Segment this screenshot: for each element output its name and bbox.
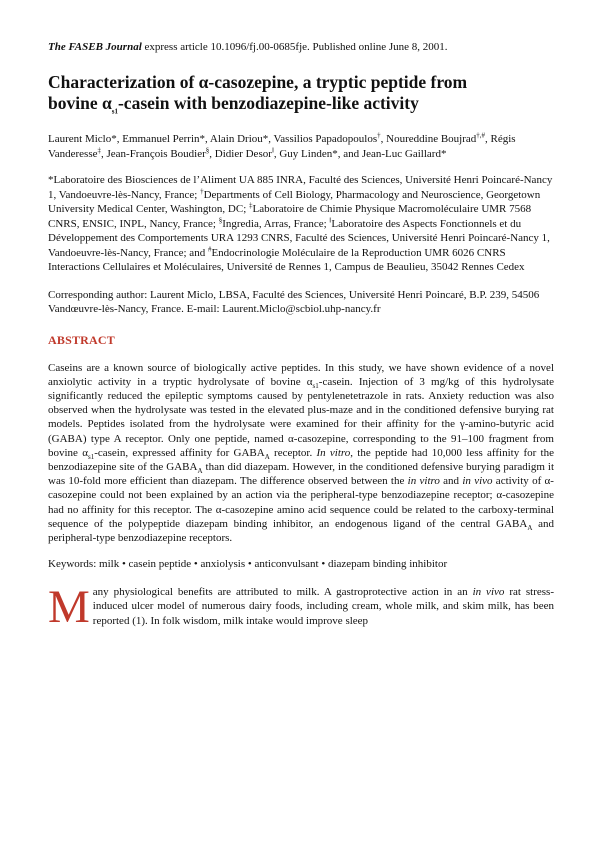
abstract-heading: ABSTRACT [48,332,115,347]
intro-text: any physiological benefits are attributed to milk. A gastroprotective action in an [92,586,473,599]
abstract-italic: in vivo [462,475,493,488]
journal-citation-line [48,40,554,54]
author-segment: , Jean-François Boudier [100,147,206,160]
abstract-text: and [439,475,463,488]
affiliation-text: Ingredia, Arras, France; [222,217,330,230]
introduction-paragraph [48,581,554,634]
paper-page [48,40,555,634]
abstract-text: receptor. [269,446,317,459]
abstract-text: -casein, expressed affinity for GABA [94,446,265,459]
abstract-text: Caseins are a known source of biologically active peptides. In this study, we have shown evidence of a novel anxiolytic activity in a tryptic hydrolysate of bovine α [48,361,554,388]
affiliation-mark: ‡ [97,145,101,154]
keywords-line: Keywords: milk • casein peptide • anxiolysis • anticonvulsant • diazepam binding inhibitor [48,558,448,571]
affiliation-mark: † [200,186,204,195]
abstract-text: activity of α-casozepine could not been explained by an action via the peripheral-type benzodiazepine receptor; α-casozepine had no affinity for this receptor. The α-casozepine amino acid sequence could be related to the carboxy-terminal sequence of the polypeptide diazepam binding inhibitor, an endogenous ligand of the central GABA [48,475,554,530]
affiliation-mark: ‡ [249,201,253,210]
paper-title [48,72,554,114]
intro-italic: in vivo [472,586,505,599]
affiliation-mark: § [218,215,223,224]
journal-name: The FASEB Journal [48,41,142,53]
affiliation-text: Departments of Cell Biology, Pharmacology and Neuroscience, Georgetown University Medical Center, Washington, DC; [48,188,541,215]
journal-article-info: express article 10.1096/fj.00-0685fje. Published online June 8, 2001. [141,41,448,53]
abstract-text: , the peptide had 10,000 less affinity for the benzodiazepine site of the GABA [48,446,554,473]
author-segment: , Didier Desor [209,147,272,160]
abstract-body [48,361,554,546]
affiliation-mark: †,# [476,131,486,140]
author-segment: , Noureddine Boujrad [380,133,477,145]
abstract-italic: in vitro [407,475,440,488]
title-line-2a: bovine α [48,93,112,113]
author-segment: , Régis Vanderesse [48,133,516,160]
abstract-text: -casein. Injection of 3 mg/kg of this hydrolysate significantly reduced the epileptic symptoms caused by pentylenetetrazole in rats. Anxiety reduction was also observed when the hydrolysate was tested in the elevated plus-maze and in the conditioned defensive burying rat models. Peptides isolated from the hydrolysate were examined for their affinity for the γ-amino-butyric acid (GABA) type A receptor. Only one peptide, named α-casozepine, corresponding to the 91–100 fragment from bovine α [48,375,554,459]
abstract-subscript: A [527,523,533,532]
affiliation-text: Laboratoire des Aspects Fonctionnels et du Développement des Comportements URA 1293 CNRS, Faculté des Sciences, Université Henri Poincaré-Nancy 1, Vandoeuvre-lès-Nancy, France; and [48,217,550,259]
abstract-subscript: A [264,452,270,461]
affiliation-mark: # [207,244,212,253]
author-segment: , Guy Linden*, and Jean-Luc Gaillard* [273,147,447,160]
affiliations [48,173,554,275]
affiliation-mark: † [377,131,381,140]
abstract-text: and peripheral-type benzodiazepine receptors. [48,517,554,544]
abstract-italic: In vitro [316,446,351,459]
intro-text: rat stress-induced ulcer model of numerous dairy foods, including cream, whole milk, and skim milk, has been reported (1). In folk wisdom, milk intake would improve sleep [92,586,554,627]
affiliation-text: *Laboratoire des Biosciences de l’Aliment UA 885 INRA, Faculté des Sciences, Université Henri Poincaré-Nancy 1, Vandoeuvre-lès-Nancy, France; [48,174,553,201]
title-line-2b: -casein with benzodiazepine-like activity [117,93,419,113]
abstract-subscript: A [197,467,203,476]
author-segment: Laurent Miclo*, Emmanuel Perrin*, Alain Driou*, Vassilios Papadopoulos [48,133,378,145]
affiliation-mark: ‖ [329,215,332,224]
title-line-1: Characterization of α-casozepine, a tryptic peptide from [48,72,468,92]
abstract-text: than did diazepam. However, in the conditioned defensive burying paradigm it was 10-fold more efficient than diazepam. The difference observed between the [48,460,555,488]
drop-cap: M [48,581,90,634]
affiliation-text: Laboratoire de Chimie Physique Macromoléculaire UMR 7568 CNRS, ENSIC, INPL, Nancy, France; [48,203,532,230]
author-list [48,132,554,161]
corresponding-author: Corresponding author: Laurent Miclo, LBSA, Faculté des Sciences, Université Henri Poincaré, B.P. 239, 54506 Vandœuvre-lès-Nancy, France. E-mail: Laurent.Miclo@scbiol.uhp-nancy.fr [48,288,540,315]
affiliation-mark: ‖ [271,145,274,154]
affiliation-mark: § [205,145,210,154]
title-subscript: s1 [111,107,118,116]
abstract-subscript: s1 [312,381,319,390]
affiliation-text: Endocrinologie Moléculaire de la Reproduction UMR 6026 CNRS Interactions Cellulaires et Moléculaires, Université de Rennes 1, Campus de Beaulieu, 35042 Rennes Cedex [48,246,525,273]
abstract-subscript: s1 [87,452,95,461]
